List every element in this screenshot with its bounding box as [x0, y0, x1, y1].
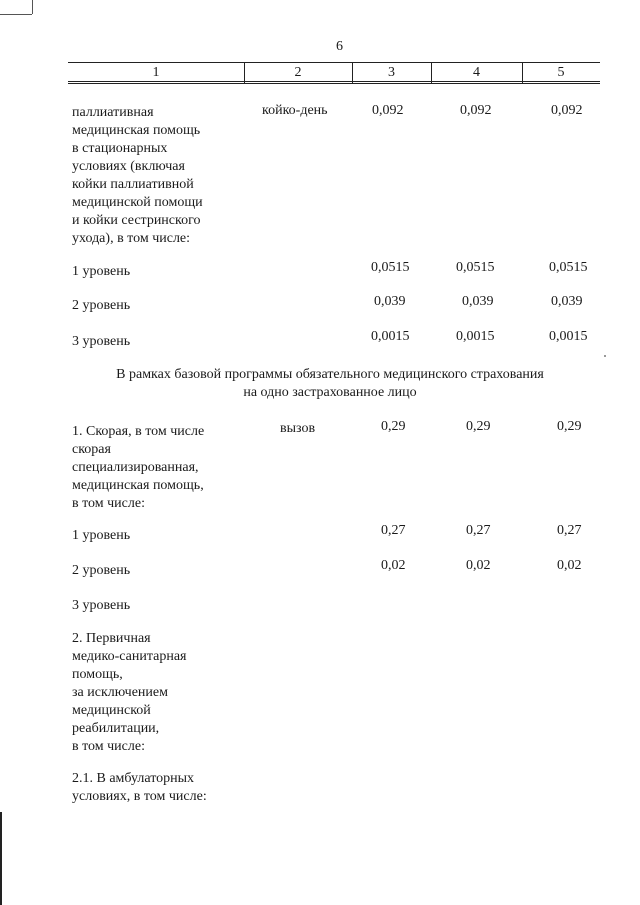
row-label: медицинская помощь,: [72, 478, 204, 493]
row-label: реабилитации,: [72, 721, 160, 736]
value-cell: 0,039: [551, 294, 583, 309]
row-label: помощь,: [72, 667, 123, 682]
value-cell: 0,092: [372, 103, 404, 118]
header-top-border: [68, 62, 600, 63]
value-cell: 0,0015: [371, 329, 410, 344]
value-cell: 0,039: [374, 294, 406, 309]
section-heading: на одно застрахованное лицо: [243, 385, 417, 400]
section-heading: В рамках базовой программы обязательного медицинского страхования: [116, 367, 544, 382]
page-number: 6: [336, 39, 343, 54]
scan-corner-mark: [0, 14, 32, 15]
row-label: медицинской помощи: [72, 195, 203, 210]
value-cell: 0,29: [557, 419, 582, 434]
value-cell: 0,02: [466, 558, 491, 573]
row-label: 3 уровень: [72, 334, 131, 349]
value-cell: 0,02: [381, 558, 406, 573]
row-label: паллиативная: [72, 105, 154, 120]
header-col-2: 2: [294, 65, 302, 80]
row-label: условиях (включая: [72, 159, 185, 174]
row-label: медицинская помощь: [72, 123, 201, 138]
value-cell: 0,27: [466, 523, 491, 538]
header-col-4: 4: [473, 65, 480, 80]
row-label: в том числе:: [72, 496, 145, 511]
row-label: 3 уровень: [72, 598, 131, 613]
row-label: скорая: [72, 442, 111, 457]
scan-edge-mark: [0, 812, 2, 905]
unit-cell: вызов: [280, 421, 316, 436]
row-label: 1 уровень: [72, 528, 131, 543]
row-label: койки паллиативной: [72, 177, 194, 192]
row-label: за исключением: [72, 685, 168, 700]
value-cell: 0,27: [381, 523, 406, 538]
scan-corner-mark: [32, 0, 33, 14]
row-label: 2 уровень: [72, 298, 131, 313]
value-cell: 0,0015: [456, 329, 495, 344]
value-cell: 0,092: [551, 103, 583, 118]
value-cell: 0,0515: [371, 260, 410, 275]
header-col-1: 1: [152, 65, 160, 80]
row-label: и койки сестринского: [72, 213, 201, 228]
row-label: 2. Первичная: [72, 631, 151, 646]
row-label: медико-санитарная: [72, 649, 187, 664]
row-label: условиях, в том числе:: [72, 789, 207, 804]
unit-cell: койко-день: [262, 103, 328, 118]
row-label: специализированная,: [72, 460, 199, 475]
value-cell: 0,0515: [456, 260, 495, 275]
row-label: 2 уровень: [72, 563, 131, 578]
value-cell: 0,02: [557, 558, 582, 573]
row-label: в том числе:: [72, 739, 145, 754]
value-cell: 0,0015: [549, 329, 588, 344]
row-label: 1. Скорая, в том числе: [72, 424, 205, 439]
scan-speck: [604, 355, 606, 357]
row-label: медицинской: [72, 703, 151, 718]
row-label: ухода), в том числе:: [72, 231, 191, 246]
value-cell: 0,039: [462, 294, 494, 309]
row-label: в стационарных: [72, 141, 168, 156]
value-cell: 0,092: [460, 103, 492, 118]
header-col-5: 5: [557, 65, 565, 80]
row-label: 1 уровень: [72, 264, 131, 279]
value-cell: 0,0515: [549, 260, 588, 275]
value-cell: 0,27: [557, 523, 582, 538]
row-label: 2.1. В амбулаторных: [72, 771, 195, 786]
value-cell: 0,29: [466, 419, 491, 434]
header-col-3: 3: [388, 65, 395, 80]
value-cell: 0,29: [381, 419, 406, 434]
